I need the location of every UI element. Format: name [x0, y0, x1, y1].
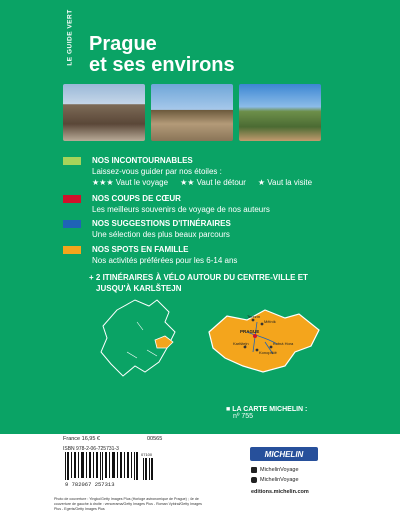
svg-text:Konopiště: Konopiště: [259, 350, 277, 355]
section-coups-de-coeur: [92, 193, 270, 215]
bike-line1: + 2 ITINÉRAIRES À VÉLO AUTOUR DU CENTRE-VILLE ET: [89, 273, 308, 282]
michelin-map-ref: ■ LA CARTE MICHELIN : nº 755: [226, 406, 308, 420]
product-code: 00565: [147, 436, 163, 442]
section-text: Les meilleurs souvenirs de voyage de nos auteurs: [92, 205, 270, 214]
barcode-bars: [63, 452, 155, 488]
star-item: ★★ Vaut le détour: [180, 178, 246, 187]
carte-number: nº 755: [233, 413, 254, 420]
section-heading: NOS COUPS DE CŒUR: [92, 194, 181, 203]
section-text: Laissez-vous guider par nos étoiles :: [92, 167, 222, 176]
section-text: Une sélection des plus beaux parcours: [92, 230, 230, 239]
instagram-icon: [251, 477, 257, 483]
photo-old-town-square: [63, 84, 145, 141]
legend-bar-green: [63, 157, 81, 165]
section-text: Nos activités préférées pour les 6-14 ans: [92, 256, 238, 265]
svg-text:9 782067 257313: 9 782067 257313: [65, 481, 115, 488]
star-item: ★★★ Vaut le voyage: [92, 178, 169, 187]
isbn: ISBN 978-2-06-725731-3: [63, 446, 119, 452]
svg-text:Karlštejn: Karlštejn: [233, 341, 249, 346]
section-itineraires: [92, 218, 231, 240]
michelin-logo: MICHELIN: [250, 447, 318, 461]
region-map: [209, 310, 319, 372]
legend-bar-red: [63, 195, 81, 203]
photo-charles-bridge: [151, 84, 233, 141]
czech-highlight: [155, 336, 173, 348]
svg-text:Kutná Hora: Kutná Hora: [273, 341, 294, 346]
title-line1: Prague: [89, 33, 157, 55]
spine-text: LE GUIDE VERT: [66, 9, 74, 66]
europe-map: [101, 300, 175, 376]
barcode: [63, 446, 155, 496]
photo-karlstejn-castle: [239, 84, 321, 141]
svg-text:Mělník: Mělník: [264, 319, 276, 324]
location-maps: [97, 292, 331, 384]
facebook-icon: [251, 467, 257, 473]
section-heading: NOS SUGGESTIONS D'ITINÉRAIRES: [92, 219, 231, 228]
instagram-link[interactable]: MichelinVoyage: [251, 477, 299, 483]
spine-logo: [66, 6, 82, 76]
legend-bar-blue: [63, 220, 81, 228]
section-heading: NOS INCONTOURNABLES: [92, 156, 193, 165]
star-legend: [92, 177, 312, 188]
bike-itineraries: [89, 272, 308, 294]
bike-line2: JUSQU'À KARLŠTEJN: [96, 284, 182, 293]
svg-text:Terezín: Terezín: [247, 314, 261, 319]
carte-title: LA CARTE MICHELIN :: [232, 406, 308, 413]
legend-bar-orange: [63, 246, 81, 254]
photo-credits: Photo de couverture : Yingko/Getty Images Plus (Horloge astronomique de Prague) ; 4e de couverture de gauche à droite : vencerama/Getty Images Plus - Roman Vybiral/Getty Images Plus - Egeris/Getty Images Plus: [54, 497, 202, 511]
website-link[interactable]: editions.michelin.com: [251, 489, 309, 495]
svg-text:PRAGUE: PRAGUE: [240, 329, 260, 334]
section-heading: NOS SPOTS EN FAMILLE: [92, 245, 189, 254]
star-item: ★ Vaut la visite: [257, 178, 313, 187]
facebook-link[interactable]: MichelinVoyage: [251, 467, 299, 473]
price: France 16,95 €: [63, 436, 100, 442]
section-famille: [92, 244, 237, 266]
svg-text:07100: 07100: [141, 452, 153, 457]
title-line2: et ses environs: [89, 54, 235, 76]
section-incontournables: [92, 155, 312, 188]
photo-strip: [63, 84, 321, 141]
